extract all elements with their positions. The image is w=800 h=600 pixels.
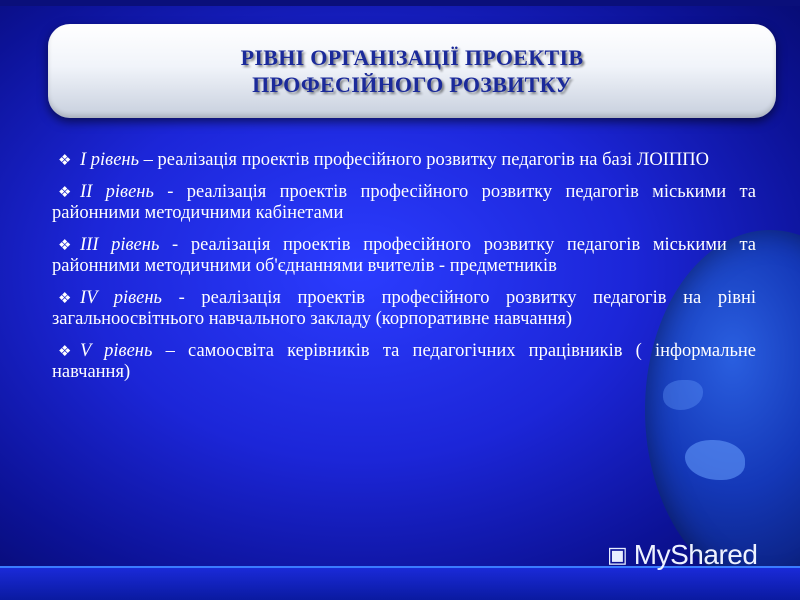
level-description: - реалізація проектів професійного розвитку педагогів на рівні загальноосвітнього навчального закладу (корпоративне навчання)	[52, 288, 756, 329]
list-item	[52, 150, 756, 171]
level-label: I рівень	[80, 150, 140, 170]
watermark-brand: MyShared	[633, 539, 758, 570]
list-item	[52, 235, 756, 277]
myshared-watermark[interactable]	[607, 538, 757, 572]
diamond-bullet-icon: ❖	[58, 183, 72, 201]
level-label: III рівень	[80, 235, 160, 255]
level-description: - реалізація проектів професійного розвитку педагогів міськими та районними методичними кабінетами	[52, 182, 756, 223]
presentation-board-icon: ▣	[607, 542, 628, 568]
level-description: – реалізація проектів професійного розвитку педагогів на базі ЛОІППО	[139, 150, 709, 170]
diamond-bullet-icon: ❖	[58, 236, 72, 254]
top-border	[0, 0, 800, 6]
level-description: – самоосвіта керівників та педагогічних працівників ( інформальне навчання)	[52, 341, 756, 382]
slide-title-line-2: ПРОФЕСІЙНОГО РОЗВИТКУ	[252, 72, 572, 97]
level-label: V рівень	[80, 341, 153, 361]
list-item	[52, 341, 756, 383]
slide-title-line-1: РІВНІ ОРГАНІЗАЦІЇ ПРОЕКТІВ	[240, 45, 584, 70]
diamond-bullet-icon: ❖	[58, 342, 72, 360]
diamond-bullet-icon: ❖	[58, 151, 72, 169]
title-box	[48, 24, 776, 118]
level-label: II рівень	[80, 182, 154, 202]
list-item	[52, 288, 756, 330]
globe-landmass	[685, 440, 745, 480]
level-description: - реалізація проектів професійного розвитку педагогів міськими та районними методичними об'єднаннями вчителів - предметників	[52, 235, 757, 276]
level-label: IV рівень	[80, 288, 162, 308]
diamond-bullet-icon: ❖	[58, 289, 72, 307]
bullet-list	[52, 150, 756, 394]
list-item	[52, 182, 756, 224]
